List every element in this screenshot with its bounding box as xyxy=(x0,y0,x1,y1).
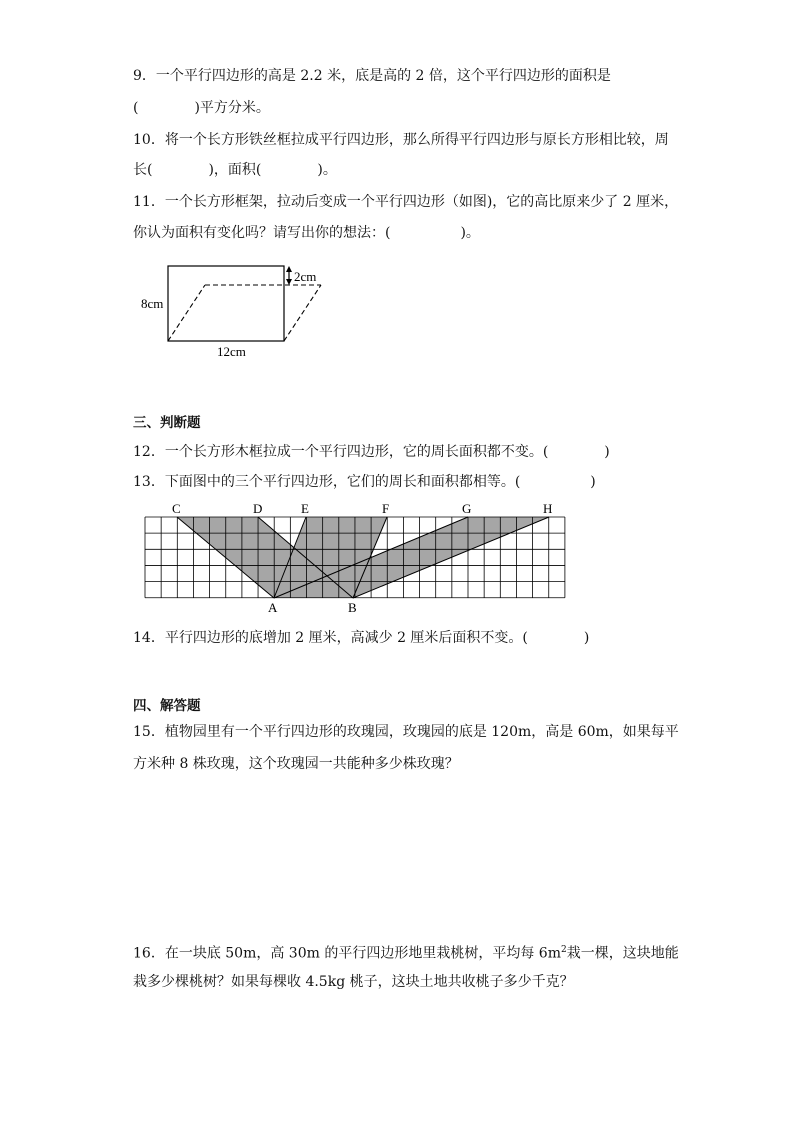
q16-line1-a: 16．在一块底 50m，高 30m 的平行四边形地里栽桃树，平均每 6m xyxy=(133,945,561,962)
q16-line1-b: 栽一棵，这块地能 xyxy=(566,945,679,962)
q16-line2: 栽多少棵桃树？如果每棵收 4.5kg 桃子，这块土地共收桃子多少千克？ xyxy=(133,974,574,990)
point-b: B xyxy=(348,600,357,615)
arrow-down-icon xyxy=(286,279,292,285)
label-12cm: 12cm xyxy=(217,344,246,359)
q13-line1: 13．下面图中的三个平行四边形，它们的周长和面积都相等。( ) xyxy=(133,474,596,490)
q12-line1: 12．一个长方形木框拉成一个平行四边形，它的周长面积都不变。( ) xyxy=(133,444,610,460)
point-e: E xyxy=(301,501,309,516)
arrow-up-icon xyxy=(286,266,292,272)
q15-line1: 15．植物园里有一个平行四边形的玫瑰园，玫瑰园的底是 120m，高是 60m，如果每平 xyxy=(133,724,679,740)
q13-grid-figure xyxy=(0,495,794,615)
q11-line1: 11．一个长方形框架，拉动后变成一个平行四边形（如图)，它的高比原来少了 2 厘米， xyxy=(133,194,679,210)
rectangle-frame xyxy=(168,266,284,341)
q9-line2: ( )平方分米。 xyxy=(133,100,270,116)
q16-line1 xyxy=(133,940,679,964)
parallelogram-right-dashed xyxy=(284,285,321,341)
section3-title: 三、判断题 xyxy=(133,415,201,431)
q15-line2: 方米种 8 株玫瑰，这个玫瑰园一共能种多少株玫瑰？ xyxy=(133,756,459,772)
point-f: F xyxy=(382,501,390,516)
q14-line1: 14．平行四边形的底增加 2 厘米，高减少 2 厘米后面积不变。( ) xyxy=(133,630,590,646)
parallelogram-left-dashed xyxy=(168,285,205,341)
point-c: C xyxy=(172,501,181,516)
q16-superscript: 2 xyxy=(560,945,567,955)
point-d: D xyxy=(253,501,263,516)
q10-line1: 10．将一个长方形铁丝框拉成平行四边形，那么所得平行四边形与原长方形相比较，周 xyxy=(133,132,669,148)
label-2cm: 2cm xyxy=(294,269,317,284)
point-h: H xyxy=(543,501,553,516)
label-8cm: 8cm xyxy=(141,296,164,311)
q11-figure xyxy=(0,255,794,375)
section4-title: 四、解答题 xyxy=(133,698,201,714)
point-g: G xyxy=(462,501,472,516)
q9-line1: 9．一个平行四边形的高是 2.2 米，底是高的 2 倍，这个平行四边形的面积是 xyxy=(133,68,611,84)
point-a: A xyxy=(268,600,278,615)
q11-line2: 你认为面积有变化吗？请写出你的想法：( )。 xyxy=(133,225,480,241)
q10-line2: 长( )，面积( )。 xyxy=(133,162,337,178)
